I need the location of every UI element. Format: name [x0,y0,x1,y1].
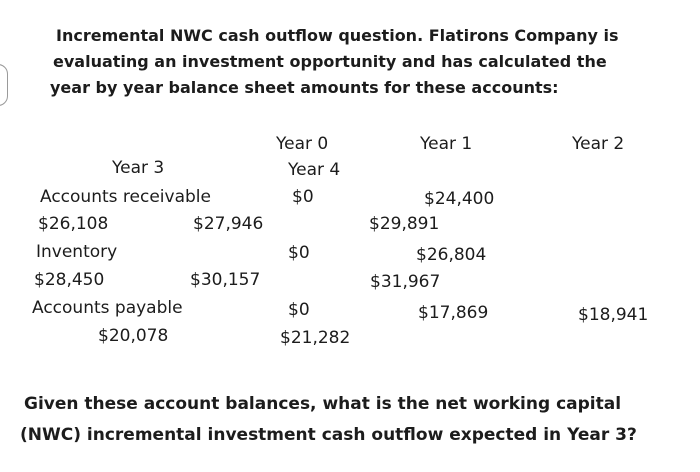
inv-year-3-value: $28,450 [34,270,105,290]
ar-year-2-value: $29,891 [369,214,440,234]
intro-line-1: Incremental NWC cash outflow question. Flatirons Company is [56,26,619,45]
ap-year-2-value: $18,941 [578,305,649,325]
inv-year-4-value: $30,157 [190,270,261,290]
inv-year-1-value: $26,804 [416,245,487,265]
header-year-4: Year 4 [288,160,341,180]
question-line-1: Given these account balances, what is the net working capital [24,394,622,414]
ar-year-3-value: $26,108 [38,214,109,234]
row-label-accounts-payable: Accounts payable [32,298,183,318]
inv-year-0-value: $0 [288,243,310,263]
ap-year-4-value: $21,282 [280,328,351,348]
inv-year-2-value: $31,967 [370,272,441,292]
row-label-accounts-receivable: Accounts receivable [40,187,211,207]
ap-year-0-value: $0 [288,300,310,320]
header-year-1: Year 1 [420,134,473,154]
intro-line-2: evaluating an investment opportunity and has calculated the [53,52,607,71]
header-year-0: Year 0 [276,134,329,154]
ap-year-3-value: $20,078 [98,326,169,346]
ar-year-4-value: $27,946 [193,214,264,234]
intro-line-3: year by year balance sheet amounts for these accounts: [50,78,559,97]
row-label-inventory: Inventory [36,242,118,262]
ar-year-0-value: $0 [292,187,314,207]
header-year-2: Year 2 [572,134,625,154]
header-year-3: Year 3 [112,158,165,178]
ar-year-1-value: $24,400 [424,189,495,209]
question-line-2: (NWC) incremental investment cash outflow expected in Year 3? [20,425,637,445]
ap-year-1-value: $17,869 [418,303,489,323]
page-edge-bracket [0,64,8,106]
